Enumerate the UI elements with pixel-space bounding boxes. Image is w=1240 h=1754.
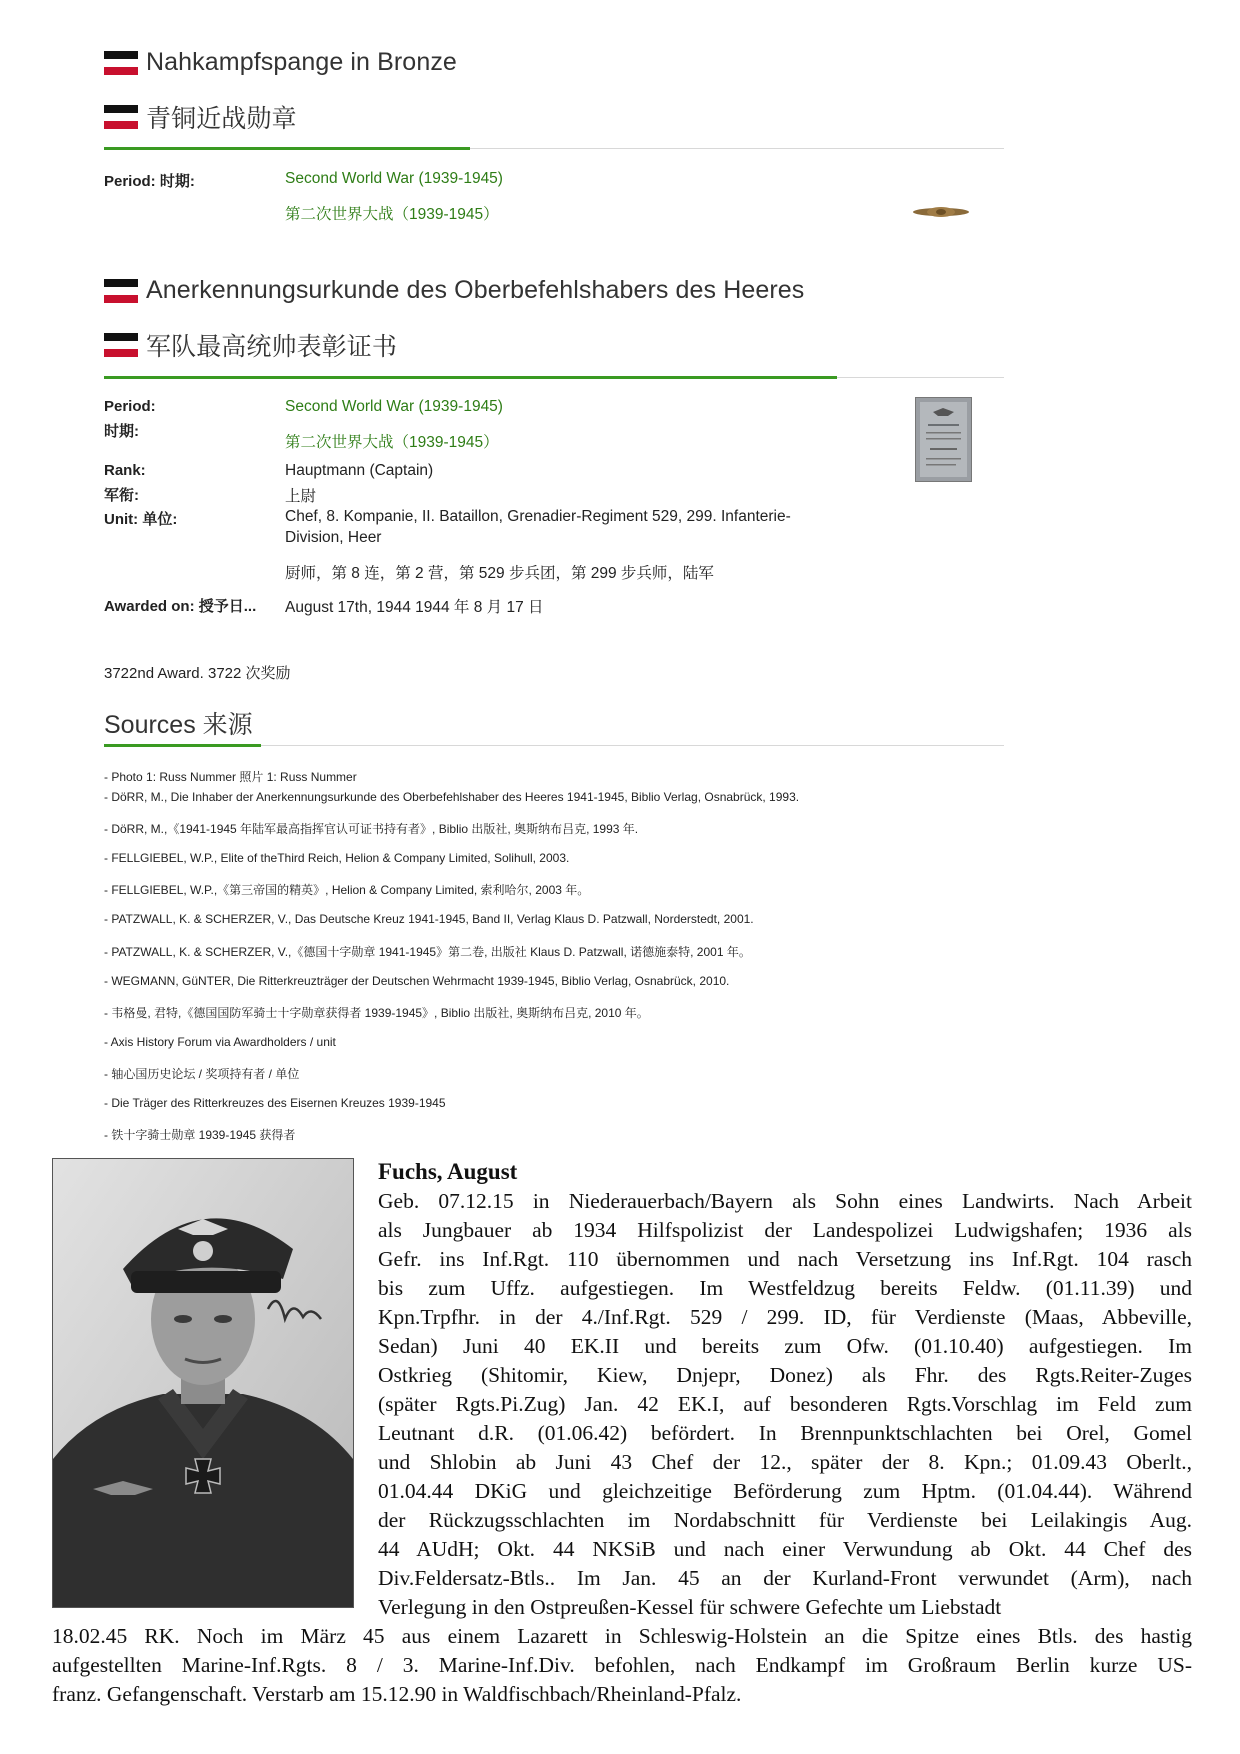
bio-line: Kpn.Trpfhr. in der 4./Inf.Rgt. 529 / 299. ID, für Verdienste (Maas, Abbeville, bbox=[378, 1305, 1192, 1329]
separator-accent bbox=[104, 744, 261, 747]
source-item: - FELLGIEBEL, W.P.,《第三帝国的精英》, Helion & Company Limited, 索利哈尔, 2003 年。 bbox=[104, 883, 590, 897]
period-zh[interactable]: 第二次世界大战（1939-1945） bbox=[285, 206, 499, 223]
award1-title-zh-heading bbox=[104, 99, 297, 135]
bronze-clasp-image bbox=[912, 205, 970, 224]
unit-line-2: Division, Heer bbox=[285, 529, 382, 546]
bio-line: 18.02.45 RK. Noch im März 45 aus einem Lazarett in Schleswig-Holstein an die Spitze eines Btls. des hastig bbox=[52, 1624, 1192, 1648]
source-item: - FELLGIEBEL, W.P., Elite of theThird Reich, Helion & Company Limited, Solihull, 2003. bbox=[104, 851, 570, 865]
bio-line: 44 AUdH; Okt. 44 NKSiB und nach einer Verwundung ab Okt. 44 Chef des bbox=[378, 1537, 1192, 1561]
bio-line: aufgestellten Marine-Inf.Rgts. 8 / 3. Marine-Inf.Div. befohlen, nach Endkampf im Großraum Berlin kurze US- bbox=[52, 1653, 1192, 1677]
bio-line: Leutnant d.R. (01.06.42) befördert. In Brennpunktschlachten bei Orel, Gomel bbox=[378, 1421, 1192, 1445]
bio-line: Gefr. ins Inf.Rgt. 110 übernommen und nach Versetzung ins Inf.Rgt. 104 rasch bbox=[378, 1247, 1192, 1271]
separator-accent bbox=[104, 376, 837, 379]
awarded-value: August 17th, 1944 1944 年 8 月 17 日 bbox=[285, 599, 544, 616]
source-item: - PATZWALL, K. & SCHERZER, V., Das Deutsche Kreuz 1941-1945, Band II, Verlag Klaus D. Patzwall, Norderstedt, 2001. bbox=[104, 912, 754, 926]
award1-title-de: Nahkampfspange in Bronze bbox=[146, 48, 457, 76]
award2-title-de: Anerkennungsurkunde des Oberbefehlshabers des Heeres bbox=[146, 276, 805, 304]
source-item: - Axis History Forum via Awardholders / unit bbox=[104, 1035, 336, 1049]
awarded-label: Awarded on: 授予日... bbox=[104, 598, 257, 615]
period-label-en: Period: bbox=[104, 398, 156, 415]
unit-line-1: Chef, 8. Kompanie, II. Bataillon, Grenadier-Regiment 529, 299. Infanterie- bbox=[285, 508, 791, 525]
source-item: - PATZWALL, K. & SCHERZER, V.,《德国十字勋章 1941-1945》第二卷, 出版社 Klaus D. Patzwall, 诺德施泰特, 2001 年。 bbox=[104, 945, 751, 959]
unit-label: Unit: 单位: bbox=[104, 511, 178, 528]
sources-heading: Sources 来源 bbox=[104, 711, 253, 739]
bio-line: Geb. 07.12.15 in Niederauerbach/Bayern als Sohn eines Landwirts. Nach Arbeit bbox=[378, 1189, 1192, 1213]
bio-line: (später Rgts.Pi.Zug) Jan. 42 EK.I, auf besonderen Rgts.Vorschlag im Feld zum bbox=[378, 1392, 1192, 1416]
period-en[interactable]: Second World War (1939-1945) bbox=[285, 398, 503, 415]
award-count: 3722nd Award. 3722 次奖励 bbox=[104, 665, 291, 682]
source-item: - Photo 1: Russ Nummer 照片 1: Russ Nummer bbox=[104, 770, 357, 784]
portrait-photo bbox=[52, 1158, 354, 1608]
separator-accent bbox=[104, 147, 470, 150]
source-item: - Die Träger des Ritterkreuzes des Eisernen Kreuzes 1939-1945 bbox=[104, 1096, 446, 1110]
source-item: - 轴心国历史论坛 / 奖项持有者 / 单位 bbox=[104, 1067, 300, 1081]
bio-line: und Shlobin ab Juni 43 Chef der 12., später der 8. Kpn.; 01.09.43 Oberlt., bbox=[378, 1450, 1192, 1474]
award2-title-zh: 军队最高统帅表彰证书 bbox=[146, 333, 398, 361]
german-flag-icon bbox=[104, 105, 138, 129]
bio-line: der Rückzugsschlachten im Nordabschnitt für Verdienste bei Leilakingis Aug. bbox=[378, 1508, 1192, 1532]
source-item: - 韦格曼, 君特,《德国国防军骑士十字勋章获得者 1939-1945》, Biblio 出版社, 奥斯纳布吕克, 2010 年。 bbox=[104, 1006, 649, 1020]
rank-label-zh: 军衔: bbox=[104, 487, 139, 504]
bio-line: als Jungbauer ab 1934 Hilfspolizist der Landespolizei Ludwigshafen; 1936 als bbox=[378, 1218, 1192, 1242]
german-flag-icon bbox=[104, 279, 138, 303]
source-item: - DöRR, M., Die Inhaber der Anerkennungsurkunde des Oberbefehlshaber des Heeres 1941-1945, Biblio Verlag, Osnabrück, 1993. bbox=[104, 790, 800, 804]
bio-line: Sedan) Juni 40 EK.II und bereits zum Ofw. (01.10.40) aufgestiegen. Im bbox=[378, 1334, 1192, 1358]
bio-line: Verlegung in den Ostpreußen-Kessel für schwere Gefechte um Liebstadt bbox=[378, 1595, 1002, 1619]
unit-zh: 厨师，第 8 连，第 2 营，第 529 步兵团，第 299 步兵师，陆军 bbox=[285, 565, 714, 582]
period-zh[interactable]: 第二次世界大战（1939-1945） bbox=[285, 434, 499, 451]
source-item: - WEGMANN, GüNTER, Die Ritterkreuzträger der Deutschen Wehrmacht 1939-1945, Biblio Verlag, Osnabrück, 2010. bbox=[104, 974, 730, 988]
period-label-zh: 时期: bbox=[104, 423, 139, 440]
german-flag-icon bbox=[104, 333, 138, 357]
certificate-image bbox=[915, 397, 972, 482]
bio-name: Fuchs, August bbox=[378, 1159, 518, 1184]
bio-line: bis zum Uffz. aufgestiegen. Im Westfeldzug bereits Feldw. (01.11.39) und bbox=[378, 1276, 1192, 1300]
rank-label-en: Rank: bbox=[104, 462, 146, 479]
award2-title-de-heading bbox=[104, 276, 804, 305]
bio-line: franz. Gefangenschaft. Verstarb am 15.12.90 in Waldfischbach/Rheinland-Pfalz. bbox=[52, 1682, 742, 1706]
rank-zh: 上尉 bbox=[285, 488, 317, 505]
period-en[interactable]: Second World War (1939-1945) bbox=[285, 170, 503, 187]
bio-line: Div.Feldersatz-Btls.. Im Jan. 45 an der Kurland-Front verwundet (Arm), nach bbox=[378, 1566, 1192, 1590]
bio-line: Ostkrieg (Shitomir, Kiew, Dnjepr, Donez) als Fhr. des Rgts.Reiter-Zuges bbox=[378, 1363, 1192, 1387]
award1-title-zh: 青铜近战勋章 bbox=[146, 105, 297, 133]
german-flag-icon bbox=[104, 51, 138, 75]
award2-title-zh-heading bbox=[104, 327, 397, 363]
period-label: Period: 时期: bbox=[104, 173, 195, 190]
award1-title-de-heading bbox=[104, 48, 457, 77]
rank-en: Hauptmann (Captain) bbox=[285, 462, 434, 479]
source-item: - DöRR, M.,《1941-1945 年陆军最高指挥官认可证书持有者》, Biblio 出版社, 奥斯纳布吕克, 1993 年. bbox=[104, 822, 639, 836]
source-item: - 铁十字骑士勋章 1939-1945 获得者 bbox=[104, 1128, 296, 1142]
bio-line: 01.04.44 DKiG und gleichzeitige Beförderung zum Hptm. (01.04.44). Während bbox=[378, 1479, 1192, 1503]
